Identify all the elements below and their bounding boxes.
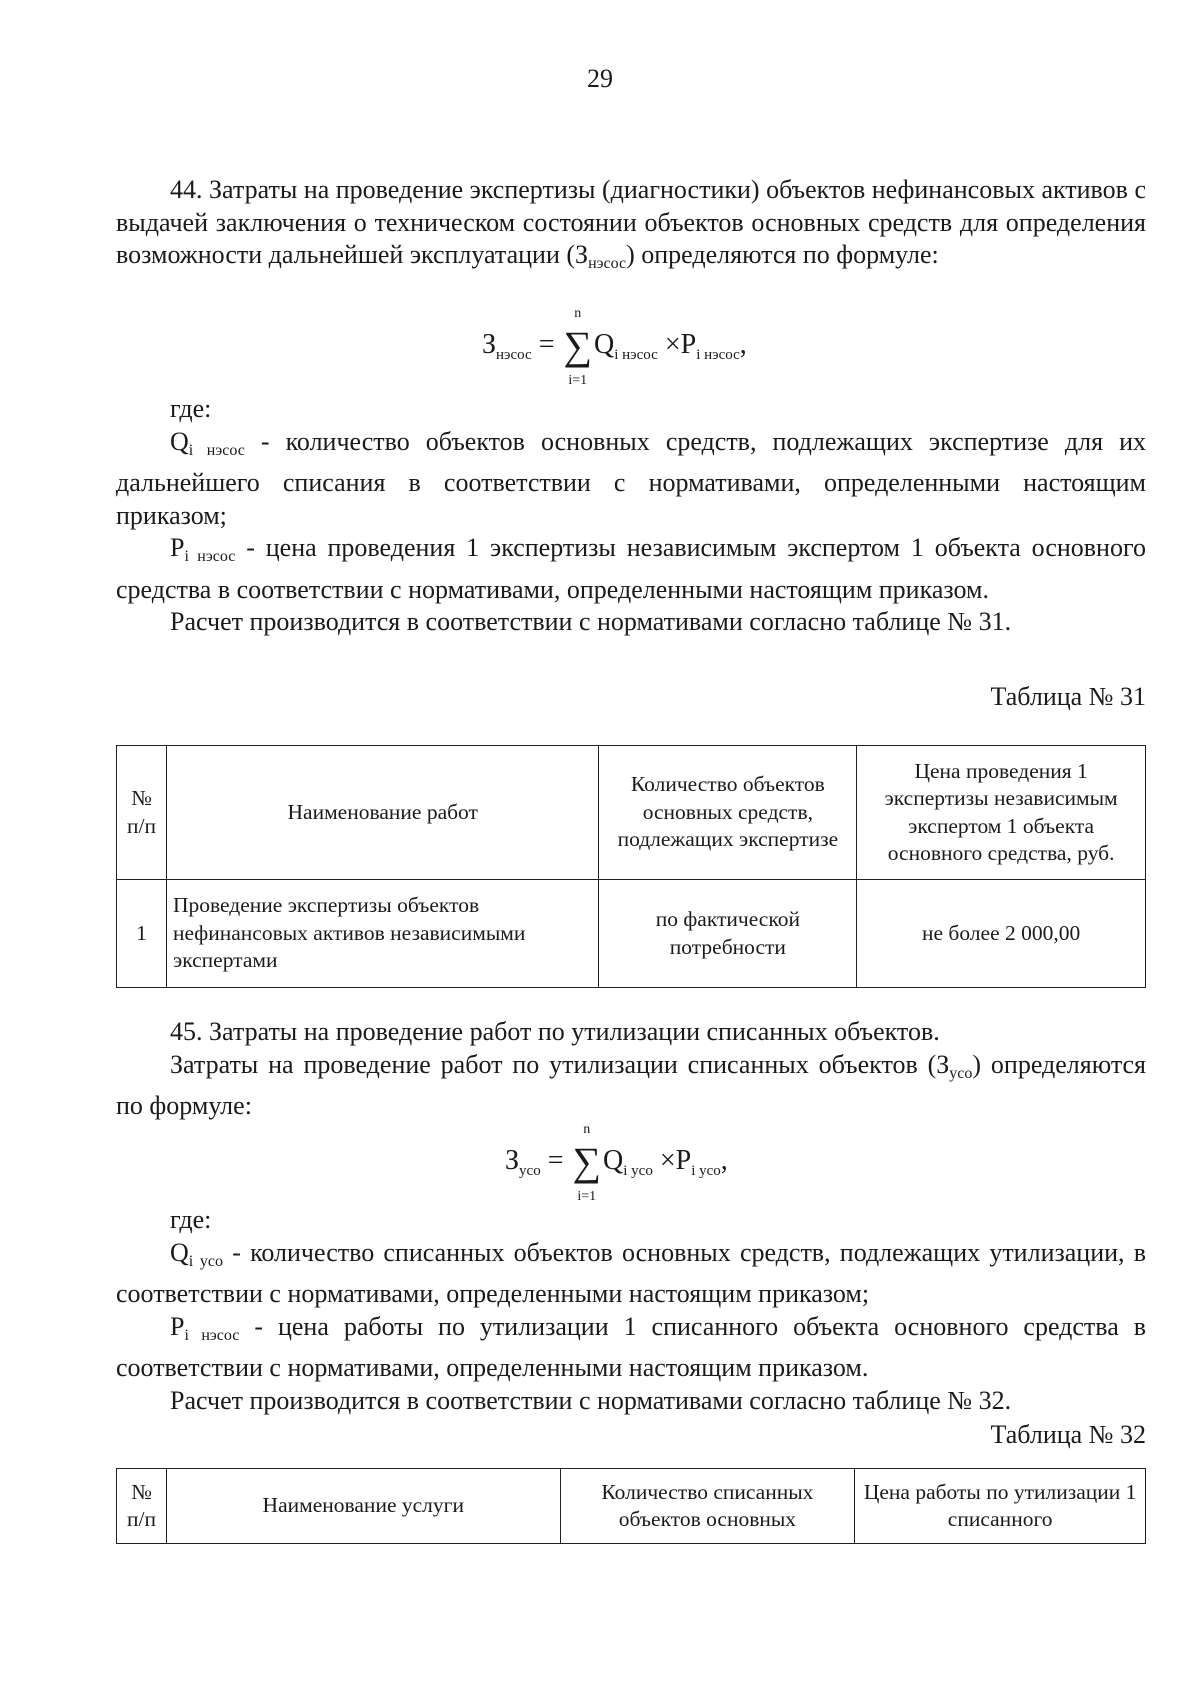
header-qty: Количество списанных объектов основных <box>560 1469 855 1544</box>
header-qty: Количество объектов основных средств, подлежащих экспертизе <box>599 746 857 880</box>
table-header-row <box>117 1469 1146 1544</box>
formula-uso: $З_{усо}$ = n ∑ i=1 $Q_{i усо} \times P_{i усо}$, <box>505 1122 728 1204</box>
table-header-row <box>117 746 1146 880</box>
p-definition: Pi нэсос - цена проведения 1 экспертизы независимым экспертом 1 объекта основного средства в соответствии с нормативами, определенными настоящим приказом. <box>116 533 1146 604</box>
section-44-text <box>116 174 1146 281</box>
table-31 <box>116 745 1146 988</box>
table-31-caption: Таблица № 31 <box>990 682 1146 711</box>
cell-num: 1 <box>117 880 167 988</box>
section-45-text <box>116 1016 1146 1123</box>
section-45-paragraph: Затраты на проведение работ по утилизации списанных объектов (Зусо) определяются по формуле: <box>116 1049 1146 1120</box>
header-num: № п/п <box>117 1469 167 1544</box>
header-name: Наименование работ <box>166 746 599 880</box>
p-definition: Pi нэсос - цена работы по утилизации 1 списанного объекта основного средства в соответствии с нормативами, определенными настоящим приказом. <box>116 1311 1146 1382</box>
section-44-definitions <box>116 393 1146 639</box>
where-label: где: <box>170 1205 212 1234</box>
table-32 <box>116 1468 1146 1544</box>
sum-sign: n ∑ i=1 <box>563 306 592 388</box>
sum-sign: n ∑ i=1 <box>572 1122 602 1204</box>
header-price: Цена проведения 1 экспертизы независимым экспертом 1 объекта основного средства, руб. <box>857 746 1146 880</box>
section-45-heading: 45. Затраты на проведение работ по утилизации списанных объектов. <box>170 1017 940 1046</box>
q-definition: Qi усо - количество списанных объектов основных средств, подлежащих утилизации, в соответствии с нормативами, определенными настоящим приказом; <box>116 1237 1147 1308</box>
header-price: Цена работы по утилизации 1 списанного <box>855 1469 1146 1544</box>
cell-price: не более 2 000,00 <box>857 880 1146 988</box>
cell-qty: по фактической потребности <box>599 880 857 988</box>
page-number: 29 <box>587 64 613 93</box>
section-44-paragraph: 44. Затраты на проведение экспертизы (диагностики) объектов нефинансовых активов с выдачей заключения о техническом состоянии объектов основных средств для определения возможности дальнейшей эксплуатации (Знэсос) определяются по формуле: <box>116 175 1146 272</box>
where-label: где: <box>170 394 212 423</box>
calc-note-31: Расчет производится в соответствии с нормативами согласно таблице № 31. <box>170 607 1012 636</box>
calc-note-32: Расчет производится в соответствии с нормативами согласно таблице № 32. <box>170 1385 1012 1415</box>
table-row <box>117 880 1146 988</box>
q-definition: Qi нэсос - количество объектов основных средств, подлежащих экспертизе для их дальнейшего списания в соответствии с нормативами, определенными настоящим приказом; <box>116 426 1147 530</box>
cell-name: Проведение экспертизы объектов нефинансовых активов независимыми экспертами <box>166 880 599 988</box>
formula-nesos: $З_{нэсос}$ = n ∑ i=1 $Q_{i нэсос} \times P_{i нэсос}$, <box>482 306 747 388</box>
table-32-caption: Таблица № 32 <box>990 1420 1146 1449</box>
header-num: № п/п <box>117 746 167 880</box>
header-name: Наименование услуги <box>166 1469 560 1544</box>
section-45-definitions <box>116 1204 1146 1417</box>
